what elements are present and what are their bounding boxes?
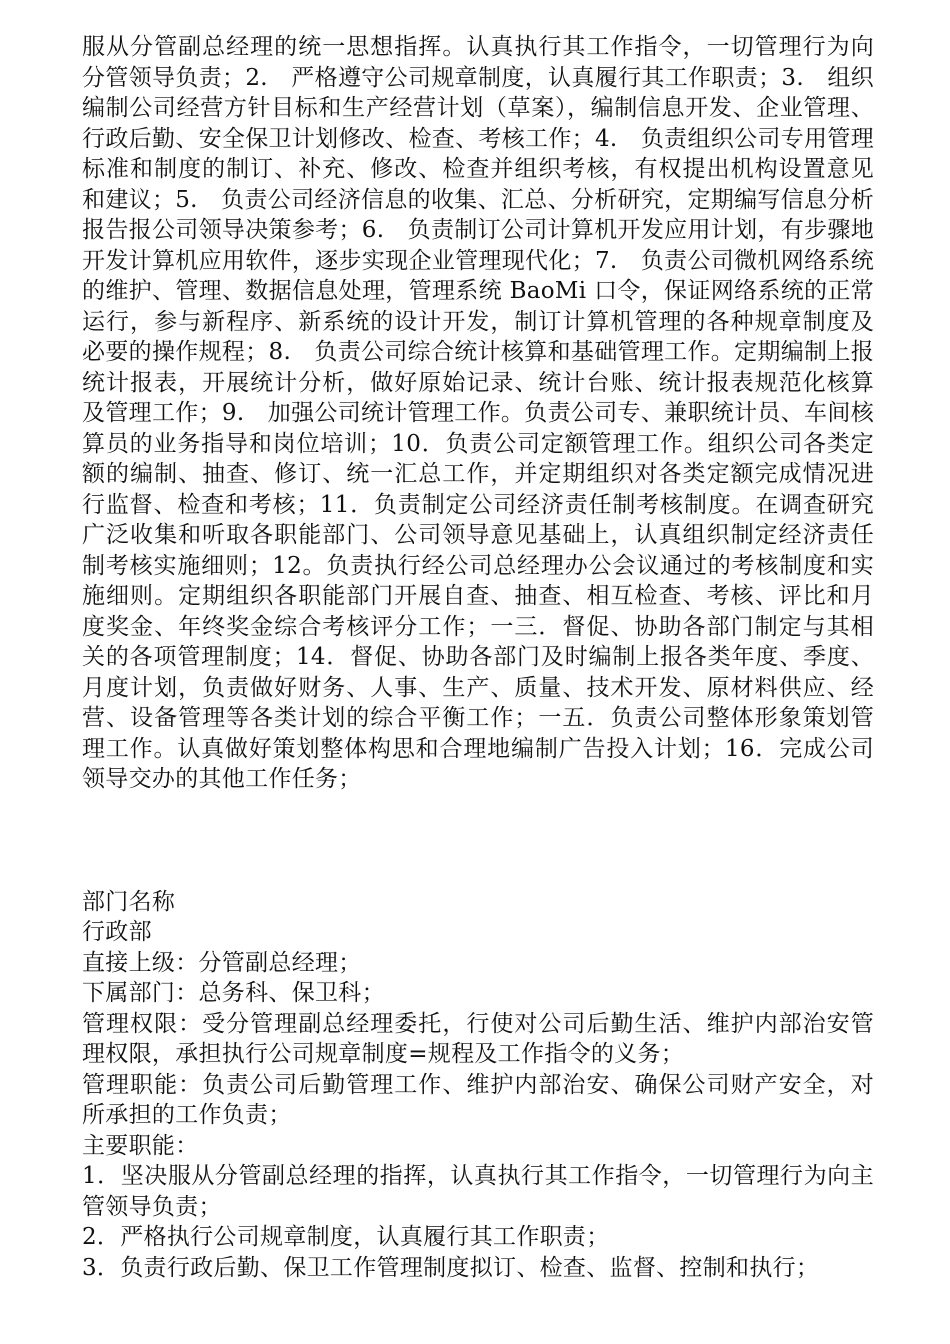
duty-item-2: 2．严格执行公司规章制度，认真履行其工作职责； — [82, 1224, 610, 1250]
duty-item-3: 3．负责行政后勤、保卫工作管理制度拟订、检查、监督、控制和执行； — [82, 1254, 820, 1281]
duty-item-1: 1．坚决服从分管副总经理的指挥，认真执行其工作指令，一切管理行为向主管领导负责； — [82, 1163, 874, 1220]
department-name-label: 部门名称 — [82, 888, 176, 915]
main-duties-label: 主要职能： — [82, 1132, 199, 1159]
management-function: 管理职能：负责公司后勤管理工作、维护内部治安、确保公司财产安全，对所承担的工作负责； — [82, 1071, 874, 1128]
subordinate-departments: 下属部门：总务科、保卫科； — [82, 980, 385, 1006]
management-authority: 管理权限：受分管理副总经理委托，行使对公司后勤生活、维护内部治安管理权限，承担执行公司规章制度=规程及工作指令的义务； — [82, 1010, 874, 1067]
department-section — [82, 887, 874, 1284]
section-gap — [82, 795, 874, 887]
direct-superior: 直接上级：分管副总经理； — [82, 949, 362, 976]
document-page — [82, 32, 874, 1283]
duties-continuation-paragraph: 服从分管副总经理的统一思想指挥。认真执行其工作指令，一切管理行为向分管领导负责；2. 严格遵守公司规章制度，认真履行其工作职责；3. 组织编制公司经营方针目标和生产经营计划（草案），编制信息开发、企业管理、行政后勤、安全保卫计划修改、检查、考核工作；4. 负责组织公司专用管理标准和制度的制订、补充、修改、检查并组织考核，有权提出机构设置意见和建议；5. 负责公司经济信息的收集、汇总、分析研究，定期编写信息分析报告报公司领导决策参考；6. 负责制订公司计算机开发应用计划，有步骤地开发计算机应用软件，逐步实现企业管理现代化；7. 负责公司微机网络系统的维护、管理、数据信息处理，管理系统 BaoMi 口令，保证网络系统的正常运行，参与新程序、新系统的设计开发，制订计算机管理的各种规章制度及必要的操作规程；8. 负责公司综合统计核算和基础管理工作。定期编制上报统计报表，开展统计分析，做好原始记录、统计台账、统计报表规范化核算及管理工作；9. 加强公司统计管理工作。负责公司专、兼职统计员、车间核算员的业务指导和岗位培训；10．负责公司定额管理工作。组织公司各类定额的编制、抽查、修订、统一汇总工作，并定期组织对各类定额完成情况进行监督、检查和考核；11．负责制定公司经济责任制考核制度。在调查研究广泛收集和听取各职能部门、公司领导意见基础上，认真组织制定经济责任制考核实施细则；12。负责执行经公司总经理办公会议通过的考核制度和实施细则。定期组织各职能部门开展自查、抽查、相互检查、考核、评比和月度奖金、年终奖金综合考核评分工作；一三．督促、协助各部门制定与其相关的各项管理制度；14．督促、协助各部门及时编制上报各类年度、季度、月度计划，负责做好财务、人事、生产、质量、技术开发、原材料供应、经营、设备管理等各类计划的综合平衡工作；一五．负责公司整体形象策划管理工作。认真做好策划整体构思和合理地编制广告投入计划；16．完成公司领导交办的其他工作任务； — [82, 34, 874, 792]
department-name-value: 行政部 — [82, 919, 152, 945]
